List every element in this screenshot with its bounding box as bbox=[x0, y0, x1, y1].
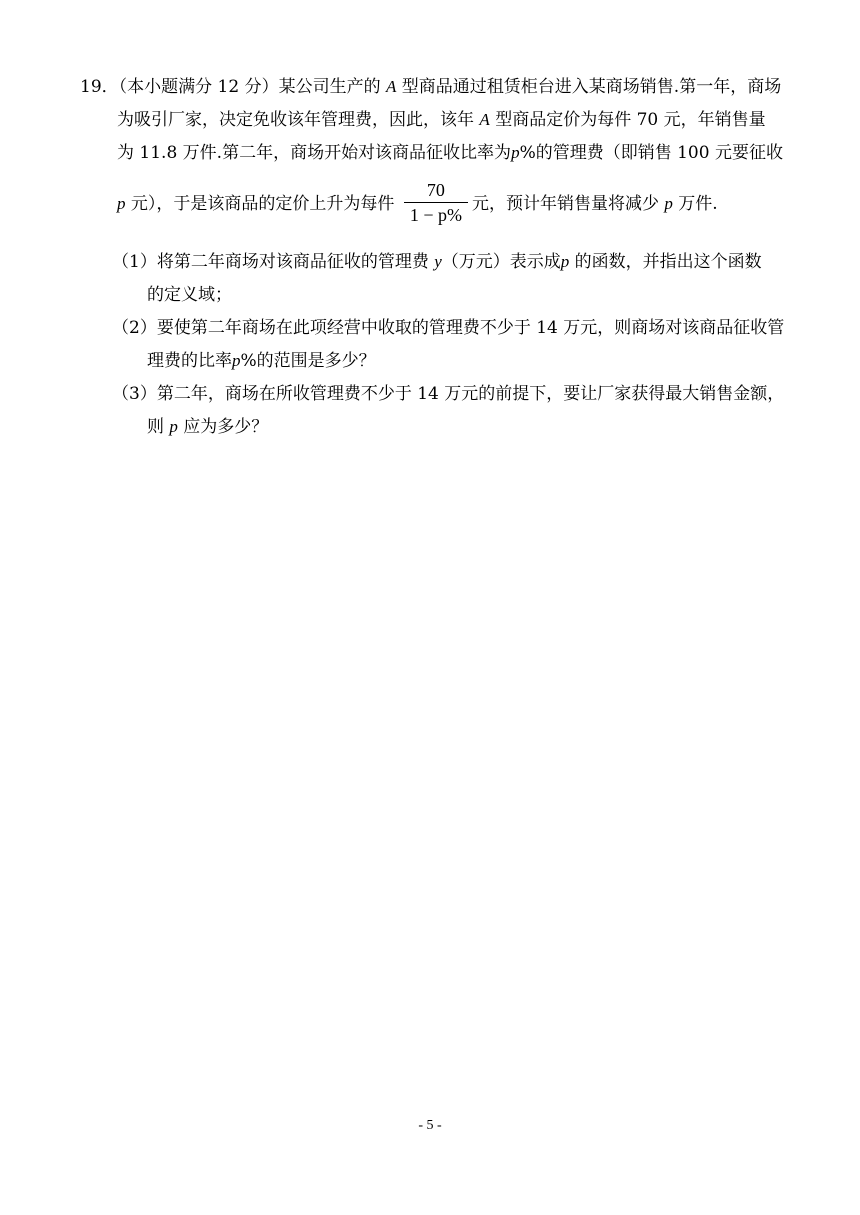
question-line-1: 19．（本小题满分 12 分）某公司生产的 A 型商品通过租赁柜台进入某商场销售.第一年，商场 bbox=[80, 77, 782, 97]
question-line-2: 为吸引厂家，决定免收该年管理费，因此，该年 A 型商品定价为每件 70 元，年销售量 bbox=[117, 110, 766, 130]
math-var-p: p bbox=[232, 351, 241, 370]
part-1-line-1: （1）将第二年商场对该商品征收的管理费 y（万元）表示成p 的函数，并指出这个函数 bbox=[112, 252, 762, 272]
fraction-denominator: 1 − p% bbox=[409, 205, 462, 225]
math-var-p: p bbox=[511, 143, 520, 162]
part-1-line-2: 的定义域； bbox=[147, 285, 232, 305]
math-var-p: p bbox=[560, 252, 570, 271]
price-fraction bbox=[404, 179, 468, 226]
part-1-label: （1） bbox=[112, 252, 157, 272]
part-2-label: （2） bbox=[112, 318, 157, 338]
fraction-numerator: 70 bbox=[404, 179, 468, 203]
question-header: （本小题满分 12 分）某公司生产的 bbox=[118, 77, 381, 97]
math-var-y: y bbox=[434, 252, 442, 271]
part-3-line-1: （3）第二年，商场在所收管理费不少于 14 万元的前提下，要让厂家获得最大销售金额， bbox=[112, 384, 785, 404]
question-line-4: p 元），于是该商品的定价上升为每件 $\frac{70}{1 - p\%}$ 元，预计年销售量将减少 p 万件. bbox=[117, 180, 718, 225]
part-3-label: （3） bbox=[112, 384, 157, 404]
part-2-line-2: 理费的比率p%的范围是多少？ bbox=[147, 351, 376, 371]
math-var-p: p bbox=[117, 194, 126, 213]
math-var-A: A bbox=[479, 110, 490, 129]
math-var-p: p bbox=[664, 194, 673, 213]
part-3-line-2: 则 p 应为多少？ bbox=[147, 417, 269, 437]
page-number: - 5 - bbox=[418, 1118, 442, 1133]
part-2-line-1: （2）要使第二年商场在此项经营中收取的管理费不少于 14 万元，则商场对该商品征收管 bbox=[112, 318, 785, 338]
math-var-p: p bbox=[169, 417, 178, 436]
question-line-3: 为 11.8 万件.第二年，商场开始对该商品征收比率为p%的管理费（即销售 100 元要征收 bbox=[117, 143, 783, 163]
question-number: 19． bbox=[80, 77, 119, 97]
math-var-A: A bbox=[386, 77, 397, 96]
